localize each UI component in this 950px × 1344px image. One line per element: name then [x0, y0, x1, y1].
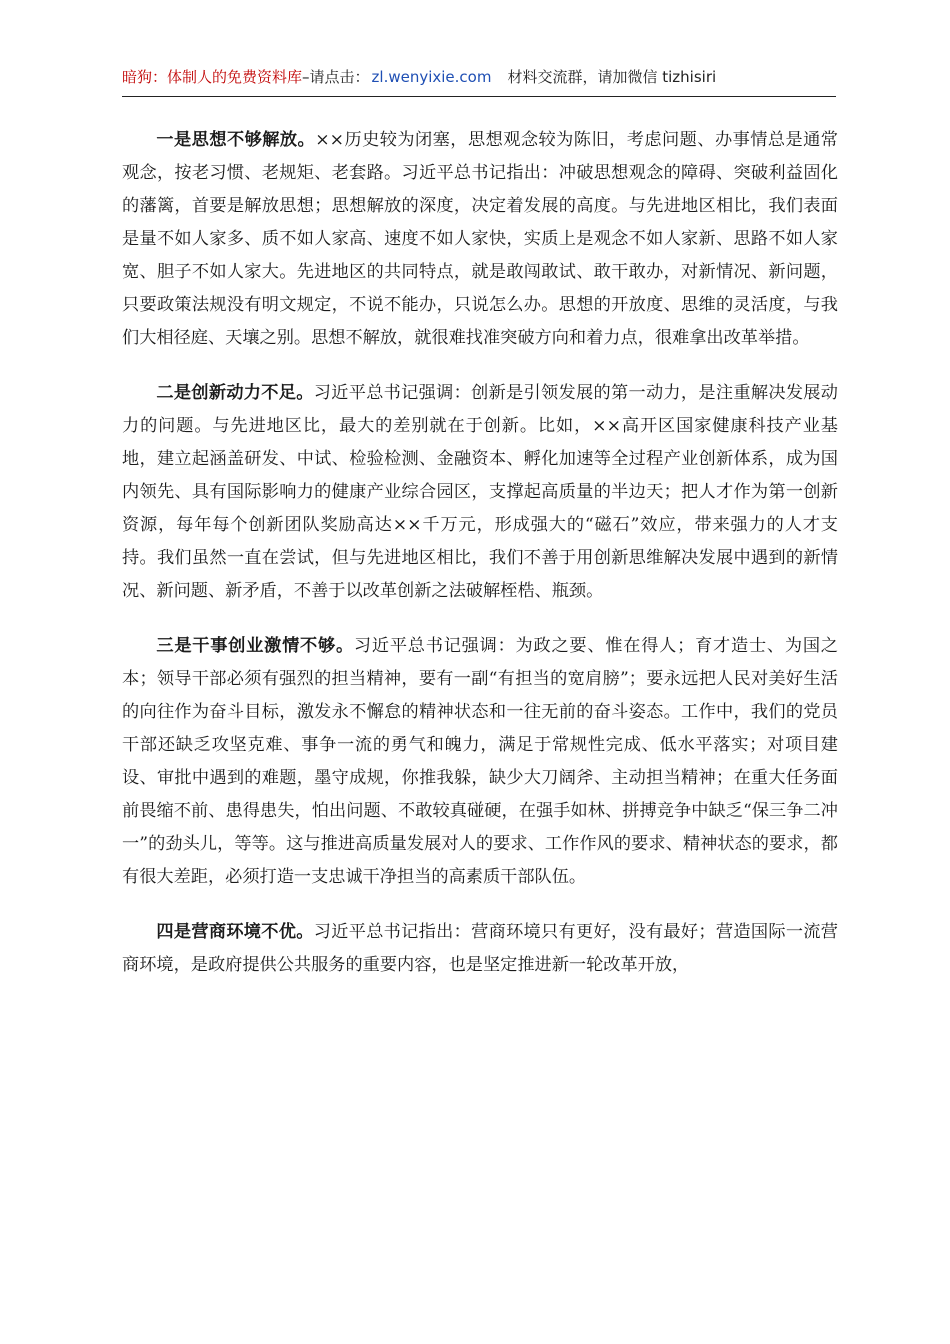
paragraph-1-body: ××历史较为闭塞，思想观念较为陈旧，考虑问题、办事情总是通常观念，按老习惯、老规矩、老套路。习近平总书记指出：冲破思想观念的障碍、突破利益固化的藩篱，首要是解放思想；思想解放的深度，决定着发展的高度。与先进地区相比，我们表面是量不如人家多、质不如人家高、速度不如人家快，实质上是观念不如人家新、思路不如人家宽、胆子不如人家大。先进地区的共同特点，就是敢闯敢试、敢干敢办，对新情况、新问题，只要政策法规没有明文规定，不说不能办，只说怎么办。思想的开放度、思维的灵活度，与我们大相径庭、天壤之别。思想不解放，就很难找准突破方向和着力点，很难拿出改革举措。: [122, 130, 838, 348]
paragraph-2: [122, 377, 838, 608]
header-link-prompt: –请点击：: [302, 68, 370, 86]
paragraph-2-body: 习近平总书记强调：创新是引领发展的第一动力，是注重解决发展动力的问题。与先进地区比，最大的差别就在于创新。比如，××高开区国家健康科技产业基地，建立起涵盖研发、中试、检验检测、金融资本、孵化加速等全过程产业创新体系，成为国内领先、具有国际影响力的健康产业综合园区，支撑起高质量的半边天；把人才作为第一创新资源，每年每个创新团队奖励高达××千万元，形成强大的“磁石”效应，带来强力的人才支持。我们虽然一直在尝试，但与先进地区相比，我们不善于用创新思维解决发展中遇到的新情况、新问题、新矛盾，不善于以改革创新之法破解桎梏、瓶颈。: [122, 383, 838, 601]
document-body: [122, 124, 838, 1004]
paragraph-1: [122, 124, 838, 355]
header-brand: 暗狗：体制人的免费资料库: [122, 68, 303, 86]
paragraph-4-lead: 四是营商环境不优。: [156, 922, 314, 942]
paragraph-3: [122, 630, 838, 894]
paragraph-3-body: 习近平总书记强调：为政之要、惟在得人；育才造士、为国之本；领导干部必须有强烈的担当精神，要有一副“有担当的宽肩膀”；要永远把人民对美好生活的向往作为奋斗目标，激发永不懈怠的精神状态和一往无前的奋斗姿态。工作中，我们的党员干部还缺乏攻坚克难、事争一流的勇气和魄力，满足于常规性完成、低水平落实；对项目建设、审批中遇到的难题，墨守成规，你推我躲，缺少大刀阔斧、主动担当精神；在重大任务面前畏缩不前、患得患失，怕出问题、不敢较真碰硬，在强手如林、拼搏竞争中缺乏“保三争二冲一”的劲头儿，等等。这与推进高质量发展对人的要求、工作作风的要求、精神状态的要求，都有很大差距，必须打造一支忠诚干净担当的高素质干部队伍。: [122, 636, 838, 887]
paragraph-1-lead: 一是思想不够解放。: [156, 130, 316, 150]
paragraph-4: [122, 916, 838, 982]
header-group-text: 材料交流群，请加微信 tizhisiri: [507, 68, 717, 86]
paragraph-4-body: 习近平总书记指出：营商环境只有更好，没有最好；营造国际一流营商环境，是政府提供公共服务的重要内容，也是坚定推进新一轮改革开放，: [122, 922, 838, 975]
paragraph-2-lead: 二是创新动力不足。: [156, 383, 314, 403]
paragraph-3-lead: 三是干事创业激情不够。: [156, 636, 354, 656]
page-header: [122, 66, 836, 97]
header-url-link[interactable]: zl.wenyixie.com: [371, 68, 492, 86]
